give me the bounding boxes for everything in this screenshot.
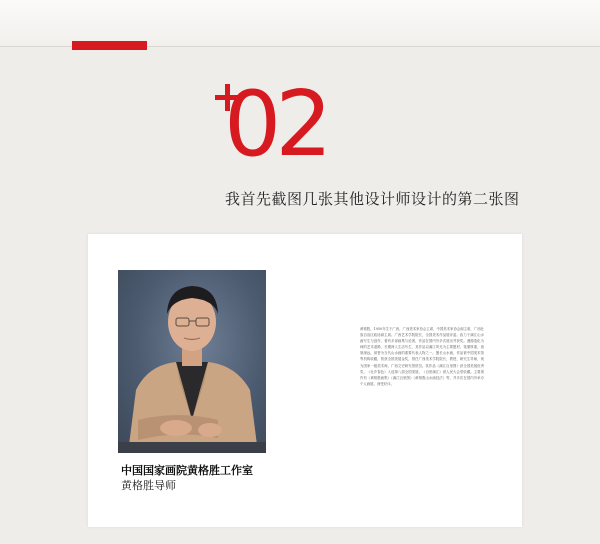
profile-card — [88, 234, 522, 527]
top-band — [0, 0, 600, 47]
mentor-name-caption: 黄格胜导师 — [121, 479, 176, 492]
biography-text: 黄格胜，1950年生于广西，广西美术家协会主席，中国美术家协会副主席，广西壮族自治区政协副主席。广西艺术学院院长，全国美术作品展评委。致力于漓江山水画写生与创作，著有多部画集与论著，作品在国内外多次展出并获奖。遵循造化为师的艺术道路，长期深入生活写生，其作品以漓江风光为主要题材，笔墨厚重，意境深远，被誉为当代山水画的重要代表人物之一。擅长山水画，作品被中国美术馆等机构收藏，曾获全国美展金奖，曾任广西美术学院院长，教授，研究生导师，现为国家一级美术师，广西文史研究馆馆员。其作品《漓江百里图》获全国美展优秀奖，《壮乡春色》入选第八届全国美展，《百里漓江》被人民大会堂收藏。主要著作有《黄格胜画集》《漓江百里图》《黄格胜山水画技法》等，并多次在国内外举办个人画展，深受好评。 — [360, 327, 484, 386]
portrait-illustration — [118, 270, 266, 453]
organization-caption: 中国国家画院黄格胜工作室 — [121, 464, 253, 477]
red-accent-bar — [72, 41, 147, 50]
portrait-photo — [118, 270, 266, 453]
section-subtitle: 我首先截图几张其他设计师设计的第二张图 — [225, 190, 520, 208]
section-number: 02 — [224, 72, 327, 177]
